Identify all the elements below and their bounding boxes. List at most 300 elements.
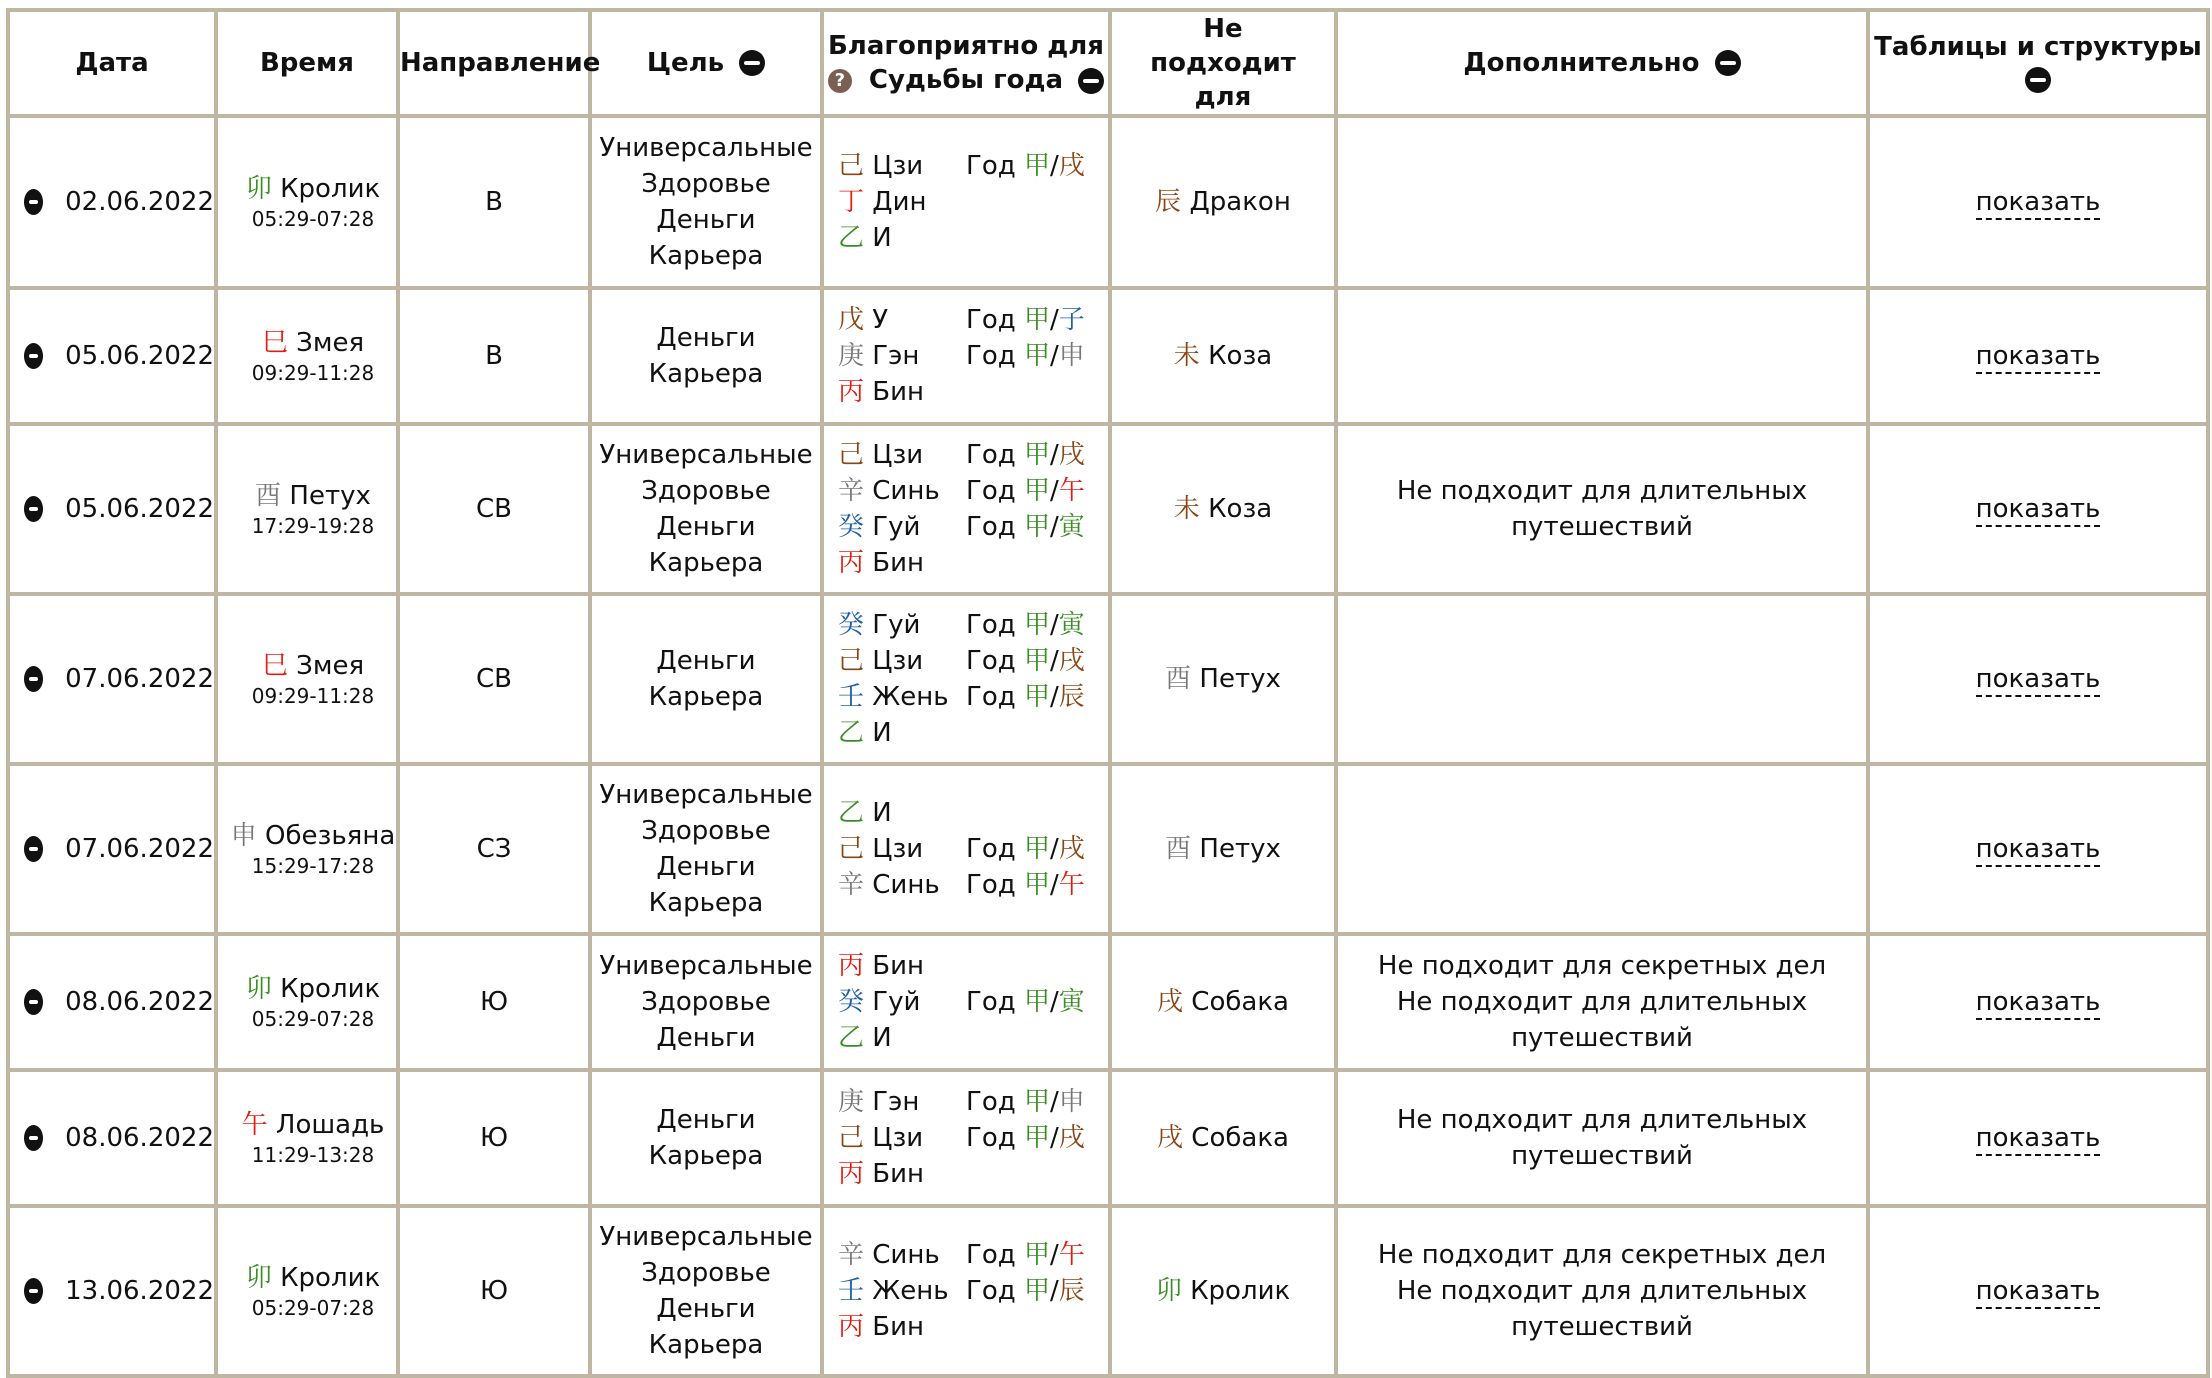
header-goal-label: Цель	[646, 47, 725, 78]
year-combo: Год 甲/申	[966, 1087, 1085, 1117]
goal-item: Деньги	[656, 205, 756, 235]
direction-value: В	[485, 341, 503, 371]
favorable-item	[838, 220, 966, 256]
year-branch-glyph: 戌	[1058, 440, 1085, 470]
collapse-row-icon[interactable]	[24, 836, 43, 862]
stem-name: И	[872, 798, 892, 828]
goal-item: Здоровье	[641, 816, 771, 846]
date-value: 07.06.2022	[65, 834, 214, 864]
year-branch-glyph: 申	[1058, 1087, 1085, 1117]
year-combo: Год 甲/申	[966, 341, 1085, 371]
additional-note: Не подходит для длительных	[1396, 1276, 1808, 1306]
date-cell	[8, 116, 216, 288]
show-structures-link[interactable]: показать	[1976, 341, 2101, 374]
stem-glyph: 壬	[838, 682, 865, 712]
goal-item: Здоровье	[641, 476, 771, 506]
favorable-item	[838, 1020, 966, 1056]
header-additional-label: Дополнительно	[1463, 47, 1700, 78]
hour-range: 09:29-11:28	[251, 361, 375, 385]
header-favorable-label-1: Благоприятно для	[827, 31, 1105, 61]
help-icon[interactable]: ?	[828, 69, 852, 93]
time-cell	[216, 424, 398, 594]
hour-glyph: 巳	[261, 651, 288, 681]
additional-cell	[1336, 1206, 1868, 1376]
year-label: Год	[966, 682, 1016, 712]
year-combo: Год 甲/午	[966, 1240, 1085, 1270]
year-label: Год	[966, 834, 1016, 864]
table-row	[8, 424, 2208, 594]
favorable-item	[838, 1309, 966, 1345]
hour-range: 17:29-19:28	[251, 514, 375, 538]
tables-cell	[1868, 934, 2208, 1070]
additional-cell	[1336, 288, 1868, 424]
direction-cell	[398, 594, 590, 764]
stem-name: Жень	[872, 682, 949, 712]
direction-value: Ю	[479, 1123, 509, 1153]
collapse-row-icon[interactable]	[24, 989, 43, 1015]
not-suitable-glyph: 酉	[1165, 834, 1192, 864]
additional-cell	[1336, 594, 1868, 764]
show-structures-link[interactable]: показать	[1976, 987, 2101, 1020]
year-combo: Год 甲/子	[966, 305, 1085, 335]
table-header-row	[8, 10, 2208, 116]
additional-note: Не подходит для секретных дел	[1377, 1240, 1827, 1270]
year-branch-glyph: 午	[1058, 476, 1085, 506]
hour-name	[230, 649, 396, 683]
favorable-item	[838, 148, 1085, 184]
header-direction[interactable]	[398, 10, 601, 116]
header-direction-label: Направление	[400, 47, 601, 78]
favorable-dates-table	[6, 8, 2210, 1378]
year-branch-glyph: 戌	[1058, 834, 1085, 864]
stem-name: Бин	[872, 1159, 925, 1189]
year-combo: Год 甲/辰	[966, 1276, 1085, 1306]
header-favorable	[822, 10, 1110, 116]
year-combo: Год 甲/戌	[966, 440, 1085, 470]
date-cell	[8, 764, 216, 934]
stem-glyph: 乙	[838, 718, 865, 748]
table-row	[8, 764, 2208, 934]
header-date-label: Дата	[75, 47, 149, 78]
not-suitable-animal: Собака	[1191, 1123, 1289, 1153]
year-branch-glyph: 辰	[1058, 682, 1085, 712]
additional-cell	[1336, 1070, 1868, 1206]
collapse-tables-icon[interactable]	[2025, 67, 2051, 93]
year-stem-glyph: 甲	[1024, 440, 1051, 470]
favorable-item	[838, 1156, 966, 1192]
not-suitable-animal: Петух	[1199, 664, 1281, 694]
stem-glyph: 庚	[838, 1087, 865, 1117]
date-cell	[8, 1070, 216, 1206]
goal-item: Универсальные	[599, 1222, 813, 1252]
stem-name: Цзи	[872, 1123, 924, 1153]
favorable-item	[838, 715, 966, 751]
favorable-item	[838, 867, 1085, 903]
year-stem-glyph: 甲	[1024, 151, 1051, 181]
goal-item: Карьера	[648, 548, 764, 578]
collapse-additional-icon[interactable]	[1715, 50, 1741, 76]
not-suitable-cell	[1110, 116, 1336, 288]
table-row	[8, 1206, 2208, 1376]
additional-note: Не подходит для длительных	[1396, 1105, 1808, 1135]
not-suitable-cell	[1110, 1070, 1336, 1206]
table-row	[8, 1070, 2208, 1206]
stem-name: Гуй	[872, 610, 921, 640]
not-suitable-glyph: 戌	[1157, 1123, 1184, 1153]
year-stem-glyph: 甲	[1024, 1276, 1051, 1306]
tables-cell	[1868, 764, 2208, 934]
stem-glyph: 癸	[838, 987, 865, 1017]
year-stem-glyph: 甲	[1024, 987, 1051, 1017]
tables-cell	[1868, 116, 2208, 288]
favorable-cell	[822, 1070, 1110, 1206]
show-structures-link[interactable]: показать	[1976, 664, 2101, 697]
goal-item: Карьера	[648, 1330, 764, 1360]
goal-item: Карьера	[648, 359, 764, 389]
year-combo: Год 甲/寅	[966, 987, 1085, 1017]
favorable-cell	[822, 1206, 1110, 1376]
goal-item: Универсальные	[599, 780, 813, 810]
stem-glyph: 己	[838, 834, 865, 864]
year-branch-glyph: 辰	[1058, 1276, 1085, 1306]
collapse-row-icon[interactable]	[24, 666, 43, 692]
year-stem-glyph: 甲	[1024, 834, 1051, 864]
year-stem-glyph: 甲	[1024, 610, 1051, 640]
stem-name: Цзи	[872, 834, 924, 864]
year-branch-glyph: 午	[1058, 870, 1085, 900]
date-value: 08.06.2022	[65, 987, 214, 1017]
year-stem-glyph: 甲	[1024, 870, 1051, 900]
year-stem-glyph: 甲	[1024, 476, 1051, 506]
header-tables	[1868, 10, 2208, 116]
favorable-item	[838, 302, 1085, 338]
favorable-item	[838, 1237, 1085, 1273]
direction-cell	[398, 1070, 590, 1206]
not-suitable-cell	[1110, 288, 1336, 424]
time-cell	[216, 116, 398, 288]
hour-range: 05:29-07:28	[251, 1296, 375, 1320]
goal-cell	[590, 764, 822, 934]
time-cell	[216, 1206, 398, 1376]
additional-cell	[1336, 116, 1868, 288]
stem-name: И	[872, 223, 892, 253]
stem-glyph: 壬	[838, 1276, 865, 1306]
stem-glyph: 丙	[838, 951, 865, 981]
stem-glyph: 乙	[838, 1023, 865, 1053]
goal-item: Универсальные	[599, 440, 813, 470]
stem-name: Гуй	[872, 987, 921, 1017]
hour-glyph: 巳	[261, 328, 288, 358]
stem-glyph: 癸	[838, 512, 865, 542]
stem-name: Синь	[872, 870, 940, 900]
goal-item: Здоровье	[641, 169, 771, 199]
date-cell	[8, 1206, 216, 1376]
hour-range: 05:29-07:28	[251, 207, 375, 231]
year-branch-glyph: 寅	[1058, 512, 1085, 542]
goal-item: Карьера	[648, 241, 764, 271]
year-combo: Год 甲/寅	[966, 610, 1085, 640]
hour-glyph: 卯	[245, 1263, 272, 1293]
time-cell	[216, 764, 398, 934]
not-suitable-glyph: 辰	[1155, 187, 1182, 217]
hour-range: 15:29-17:28	[251, 854, 375, 878]
additional-note: Не подходит для секретных дел	[1377, 951, 1827, 981]
goal-item: Деньги	[656, 1105, 756, 1135]
collapse-row-icon[interactable]	[24, 496, 43, 522]
hour-animal: Змея	[296, 328, 365, 358]
year-label: Год	[966, 1123, 1016, 1153]
year-stem-glyph: 甲	[1024, 512, 1051, 542]
goal-item: Здоровье	[641, 987, 771, 1017]
year-branch-glyph: 子	[1058, 305, 1085, 335]
collapse-row-icon[interactable]	[24, 343, 43, 369]
favorable-item	[838, 1273, 1085, 1309]
collapse-goal-icon[interactable]	[739, 50, 765, 76]
stem-name: Цзи	[872, 440, 924, 470]
hour-name	[230, 326, 396, 360]
hour-animal: Кролик	[280, 974, 381, 1004]
stem-glyph: 己	[838, 646, 865, 676]
goal-item: Деньги	[656, 1023, 756, 1053]
date-value: 07.06.2022	[65, 664, 214, 694]
year-combo: Год 甲/戌	[966, 151, 1085, 181]
direction-cell	[398, 288, 590, 424]
tables-cell	[1868, 424, 2208, 594]
date-cell	[8, 288, 216, 424]
favorable-cell	[822, 288, 1110, 424]
stem-glyph: 丙	[838, 1159, 865, 1189]
year-label: Год	[966, 305, 1016, 335]
show-structures-link[interactable]: показать	[1976, 494, 2101, 527]
time-cell	[216, 594, 398, 764]
stem-name: Цзи	[872, 151, 924, 181]
not-suitable-cell	[1110, 1206, 1336, 1376]
goal-item: Карьера	[648, 888, 764, 918]
goal-item: Карьера	[648, 1141, 764, 1171]
not-suitable-glyph: 未	[1173, 494, 1200, 524]
not-suitable-glyph: 未	[1173, 341, 1200, 371]
not-suitable-animal: Петух	[1199, 834, 1281, 864]
not-suitable-animal: Коза	[1208, 341, 1273, 371]
stem-name: И	[872, 718, 892, 748]
hour-animal: Кролик	[280, 1263, 381, 1293]
goal-cell	[590, 116, 822, 288]
favorable-item	[838, 437, 1085, 473]
show-structures-link[interactable]: показать	[1976, 834, 2101, 867]
additional-note: путешествий	[1511, 1312, 1693, 1342]
year-combo: Год 甲/戌	[966, 834, 1085, 864]
stem-name: Синь	[872, 476, 940, 506]
year-label: Год	[966, 1240, 1016, 1270]
date-value: 05.06.2022	[65, 341, 214, 371]
favorable-item	[838, 831, 1085, 867]
additional-note: Не подходит для длительных	[1396, 987, 1808, 1017]
goal-item: Карьера	[648, 682, 764, 712]
goal-item: Деньги	[656, 852, 756, 882]
favorable-cell	[822, 116, 1110, 288]
favorable-item	[838, 795, 966, 831]
show-structures-link[interactable]: показать	[1976, 1276, 2101, 1309]
tables-cell	[1868, 1206, 2208, 1376]
favorable-item	[838, 509, 1085, 545]
favorable-item	[838, 643, 1085, 679]
stem-glyph: 庚	[838, 341, 865, 371]
favorable-item	[838, 607, 1085, 643]
tables-cell	[1868, 594, 2208, 764]
favorable-item	[838, 473, 1085, 509]
time-cell	[216, 1070, 398, 1206]
year-branch-glyph: 寅	[1058, 987, 1085, 1017]
favorable-item	[838, 545, 966, 581]
stem-glyph: 癸	[838, 610, 865, 640]
show-structures-link[interactable]: показать	[1976, 1123, 2101, 1156]
favorable-item	[838, 184, 966, 220]
date-value: 08.06.2022	[65, 1123, 214, 1153]
goal-cell	[590, 1070, 822, 1206]
tables-cell	[1868, 1070, 2208, 1206]
collapse-row-icon[interactable]	[24, 1125, 43, 1151]
year-branch-glyph: 寅	[1058, 610, 1085, 640]
additional-note: Не подходит для длительных	[1396, 476, 1808, 506]
year-branch-glyph: 戌	[1058, 1123, 1085, 1153]
not-suitable-cell	[1110, 934, 1336, 1070]
year-label: Год	[966, 610, 1016, 640]
header-tables-label: Таблицы и структуры	[1874, 32, 2202, 62]
not-suitable-animal: Кролик	[1190, 1276, 1291, 1306]
not-suitable-cell	[1110, 424, 1336, 594]
favorable-item	[838, 374, 966, 410]
stem-glyph: 辛	[838, 1240, 865, 1270]
hour-range: 11:29-13:28	[251, 1143, 375, 1167]
year-stem-glyph: 甲	[1024, 1087, 1051, 1117]
hour-animal: Змея	[296, 651, 365, 681]
stem-name: Гуй	[872, 512, 921, 542]
direction-cell	[398, 116, 590, 288]
year-stem-glyph: 甲	[1024, 305, 1051, 335]
hour-glyph: 卯	[245, 174, 272, 204]
year-stem-glyph: 甲	[1024, 1123, 1051, 1153]
year-label: Год	[966, 440, 1016, 470]
stem-glyph: 乙	[838, 798, 865, 828]
goal-item: Деньги	[656, 646, 756, 676]
stem-glyph: 己	[838, 440, 865, 470]
stem-name: Гэн	[872, 341, 920, 371]
stem-glyph: 乙	[838, 223, 865, 253]
table-row	[8, 288, 2208, 424]
stem-name: У	[872, 305, 889, 335]
year-label: Год	[966, 341, 1016, 371]
year-label: Год	[966, 987, 1016, 1017]
additional-cell	[1336, 424, 1868, 594]
year-combo: Год 甲/午	[966, 870, 1085, 900]
date-cell	[8, 424, 216, 594]
hour-glyph: 酉	[255, 481, 282, 511]
year-combo: Год 甲/戌	[966, 646, 1085, 676]
date-cell	[8, 594, 216, 764]
goal-cell	[590, 424, 822, 594]
collapse-row-icon[interactable]	[24, 189, 43, 215]
goal-item: Универсальные	[599, 951, 813, 981]
additional-cell	[1336, 934, 1868, 1070]
year-stem-glyph: 甲	[1024, 682, 1051, 712]
stem-name: Бин	[872, 548, 925, 578]
stem-name: Бин	[872, 951, 925, 981]
goal-cell	[590, 288, 822, 424]
table-row	[8, 934, 2208, 1070]
collapse-favorable-icon[interactable]	[1078, 68, 1104, 94]
favorable-cell	[822, 424, 1110, 594]
date-cell	[8, 934, 216, 1070]
year-stem-glyph: 甲	[1024, 646, 1051, 676]
year-branch-glyph: 午	[1058, 1240, 1085, 1270]
date-value: 02.06.2022	[65, 187, 214, 217]
direction-cell	[398, 1206, 590, 1376]
goal-cell	[590, 1206, 822, 1376]
stem-name: Жень	[872, 1276, 949, 1306]
header-date[interactable]	[8, 10, 216, 116]
year-label: Год	[966, 476, 1016, 506]
hour-name	[230, 172, 396, 206]
favorable-item	[838, 679, 1085, 715]
hour-glyph: 午	[241, 1110, 268, 1140]
hour-glyph: 卯	[245, 974, 272, 1004]
favorable-item	[838, 1084, 1085, 1120]
not-suitable-glyph: 卯	[1155, 1276, 1182, 1306]
year-branch-glyph: 戌	[1058, 646, 1085, 676]
favorable-item	[838, 948, 966, 984]
not-suitable-glyph: 戌	[1157, 987, 1184, 1017]
goal-item: Деньги	[656, 323, 756, 353]
hour-animal: Лошадь	[275, 1110, 385, 1140]
collapse-row-icon[interactable]	[24, 1278, 43, 1304]
header-time-label: Время	[259, 47, 354, 78]
year-label: Год	[966, 870, 1016, 900]
favorable-cell	[822, 764, 1110, 934]
hour-name	[230, 819, 396, 853]
direction-value: Ю	[479, 1276, 509, 1306]
time-cell	[216, 288, 398, 424]
direction-cell	[398, 424, 590, 594]
goal-cell	[590, 594, 822, 764]
year-label: Год	[966, 151, 1016, 181]
year-combo: Год 甲/寅	[966, 512, 1085, 542]
year-branch-glyph: 戌	[1058, 151, 1085, 181]
date-value: 05.06.2022	[65, 494, 214, 524]
direction-cell	[398, 934, 590, 1070]
hour-name	[230, 479, 396, 513]
not-suitable-animal: Собака	[1191, 987, 1289, 1017]
hour-animal: Кролик	[280, 174, 381, 204]
header-additional	[1336, 10, 1868, 116]
goal-item: Деньги	[656, 512, 756, 542]
stem-name: Цзи	[872, 646, 924, 676]
show-structures-link[interactable]: показать	[1976, 187, 2101, 220]
table-row	[8, 116, 2208, 288]
year-combo: Год 甲/戌	[966, 1123, 1085, 1153]
additional-note: путешествий	[1511, 1141, 1693, 1171]
hour-name	[230, 1261, 396, 1295]
year-stem-glyph: 甲	[1024, 1240, 1051, 1270]
direction-value: В	[485, 187, 503, 217]
additional-note: путешествий	[1511, 1023, 1693, 1053]
favorable-item	[838, 338, 1085, 374]
stem-name: Бин	[872, 377, 925, 407]
header-time[interactable]	[216, 10, 398, 116]
stem-name: И	[872, 1023, 892, 1053]
favorable-item	[838, 1120, 1085, 1156]
direction-value: СВ	[476, 664, 512, 694]
table-body	[8, 116, 2208, 1376]
